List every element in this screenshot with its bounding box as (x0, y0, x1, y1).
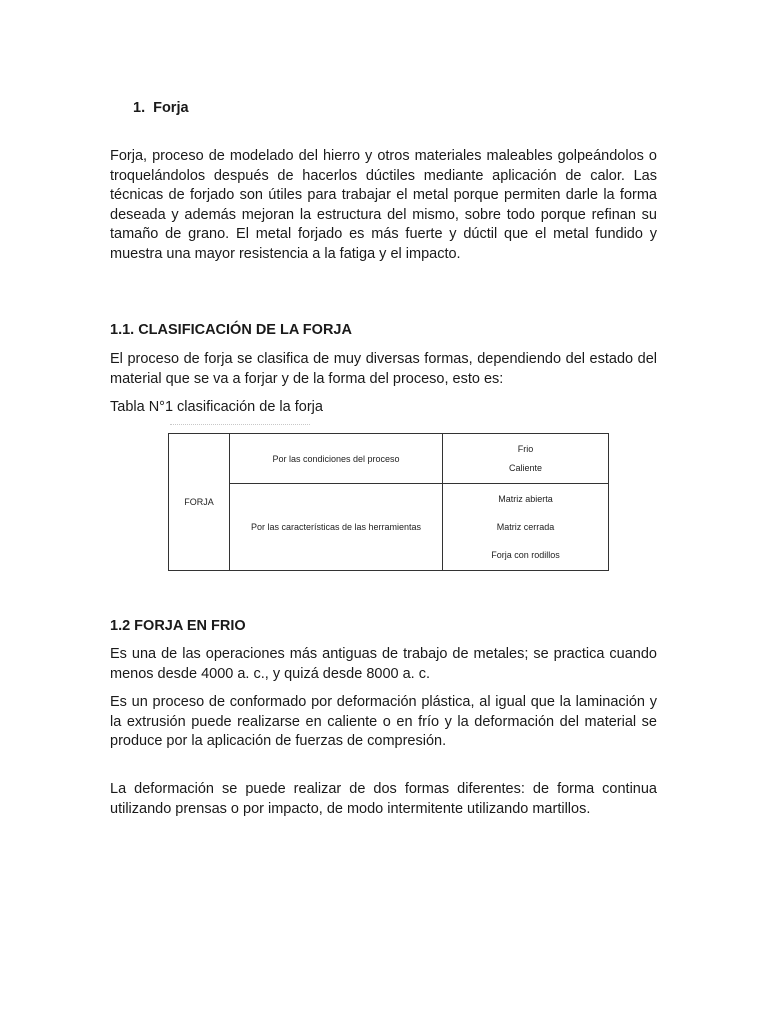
table-value: Matriz abierta (498, 494, 553, 504)
table-value: Matriz cerrada (496, 522, 555, 532)
table-value: Frio (517, 443, 534, 454)
classification-table (168, 433, 609, 571)
table-criterion-process: Por las condiciones del proceso (230, 434, 443, 484)
section-1-2-paragraph-3: La deformación se puede realizar de dos formas diferentes: de forma continua utilizando prensas o por impacto, de modo intermitente utilizando martillos. (110, 781, 657, 817)
section-1-1-paragraph: El proceso de forja se clasifica de muy diversas formas, dependiendo del estado del material que se va a forjar y de la forma del proceso, esto es: (110, 351, 657, 387)
table-value: Forja con rodillos (491, 550, 560, 560)
main-heading (133, 100, 189, 116)
table-value: Caliente (508, 462, 543, 473)
intro-paragraph: Forja, proceso de modelado del hierro y otros materiales maleables golpeándolos o troquelándolos después de hacerlos dúctiles mediante aplicación de calor. Las técnicas de forjado son útiles para trabajar el metal porque permiten darle la forma deseada y además mejoran la estructura del mismo, sobre todo porque refinan su tamaño de grano. El metal forjado es más fuerte y dúctil que el metal fundido y muestra una mayor resistencia a la fatiga y el impacto. (110, 148, 657, 262)
section-1-2-title: 1.2 FORJA EN FRIO (110, 618, 246, 634)
table-criterion-tools: Por las características de las herramientas (230, 484, 443, 571)
table-scan-artifact (170, 424, 310, 428)
table-caption: Tabla N°1 clasificación de la forja (110, 399, 323, 415)
heading-title: Forja (153, 100, 189, 116)
table-values-process (443, 434, 609, 484)
table-main-label: FORJA (169, 434, 230, 571)
heading-number: 1. (133, 100, 146, 116)
table-values-tools (443, 484, 609, 571)
section-1-1-title: 1.1. CLASIFICACIÓN DE LA FORJA (110, 322, 352, 338)
section-1-2-paragraph-1: Es una de las operaciones más antiguas de trabajo de metales; se practica cuando menos desde 4000 a. c., y quizá desde 8000 a. c. (110, 646, 657, 682)
section-1-2-paragraph-2: Es un proceso de conformado por deformación plástica, al igual que la laminación y la extrusión puede realizarse en caliente o en frío y la deformación del material se produce por la aplicación de fuerzas de compresión. (110, 694, 657, 750)
